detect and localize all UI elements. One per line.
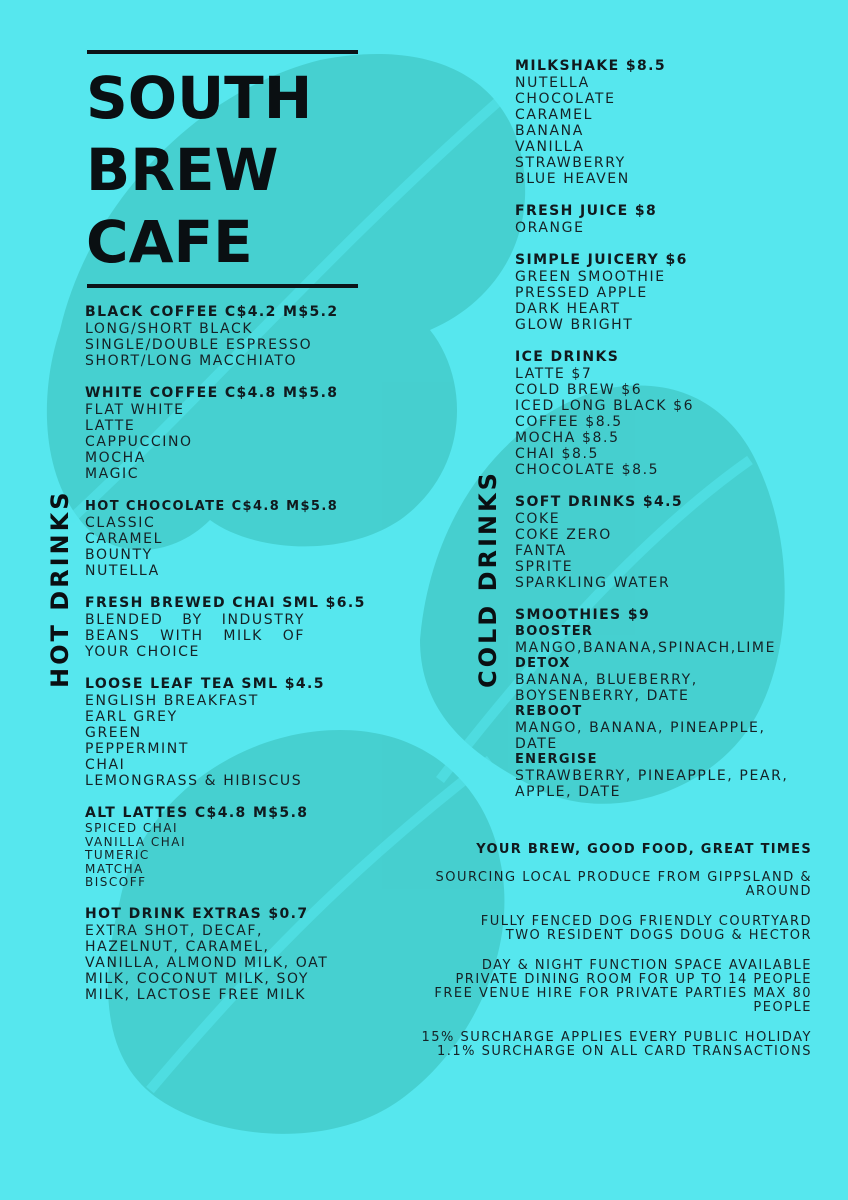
menu-item: MOCHA xyxy=(85,450,146,466)
info-line: 15% SURCHARGE APPLIES EVERY PUBLIC HOLIDAY xyxy=(421,1030,812,1045)
section-heading: LOOSE LEAF TEA SML $4.5 xyxy=(85,676,325,692)
menu-item: SPRITE xyxy=(515,559,574,575)
menu-item: CHAI $8.5 xyxy=(515,446,600,462)
menu-item: NUTELLA xyxy=(515,75,590,91)
section-heading: FRESH JUICE $8 xyxy=(515,203,658,219)
menu-item: STRAWBERRY xyxy=(515,155,626,171)
menu-item: CARAMEL xyxy=(85,531,164,547)
menu-item: CLASSIC xyxy=(85,515,156,531)
smoothie-name: BOOSTER xyxy=(515,624,594,639)
menu-item: GREEN SMOOTHIE xyxy=(515,269,666,285)
menu-item: DARK HEART xyxy=(515,301,621,317)
menu-item: BISCOFF xyxy=(85,875,147,889)
smoothie-ingredients: BOYSENBERRY, DATE xyxy=(515,688,690,704)
menu-item: LATTE xyxy=(85,418,136,434)
title-line: BREW xyxy=(86,136,279,204)
menu-item: LATTE $7 xyxy=(515,366,593,382)
menu-item: PRESSED APPLE xyxy=(515,285,648,301)
menu-item: MOCHA $8.5 xyxy=(515,430,620,446)
menu-item: GREEN xyxy=(85,725,142,741)
smoothie-name: DETOX xyxy=(515,656,571,671)
menu-item: SPARKLING WATER xyxy=(515,575,671,591)
menu-item: VANILLA xyxy=(515,139,585,155)
menu-section xyxy=(515,58,825,187)
menu-item: COFFEE $8.5 xyxy=(515,414,623,430)
smoothie-name: ENERGISE xyxy=(515,752,598,767)
info-paragraph xyxy=(372,915,812,943)
smoothie-ingredients: BANANA, BLUEBERRY, xyxy=(515,672,698,688)
info-paragraph xyxy=(372,959,812,1015)
menu-section xyxy=(515,349,825,478)
info-line: PEOPLE xyxy=(753,1000,812,1015)
menu-item: LEMONGRASS & HIBISCUS xyxy=(85,773,303,789)
tagline: YOUR BREW, GOOD FOOD, GREAT TIMES xyxy=(476,842,812,857)
smoothie-ingredients: APPLE, DATE xyxy=(515,784,622,800)
section-heading: WHITE COFFEE C$4.8 M$5.8 xyxy=(85,385,339,401)
menu-item: LONG/SHORT BLACK xyxy=(85,321,254,337)
section-heading: MILKSHAKE $8.5 xyxy=(515,58,666,74)
cold-drinks-label: COLD DRINKS xyxy=(474,470,502,688)
menu-item: SHORT/LONG MACCHIATO xyxy=(85,353,298,369)
menu-item: PEPPERMINT xyxy=(85,741,189,757)
menu-item: MAGIC xyxy=(85,466,140,482)
section-heading: BLACK COFFEE C$4.2 M$5.2 xyxy=(85,304,339,320)
title-bottom-rule xyxy=(87,284,358,288)
info-paragraph xyxy=(372,1031,812,1059)
menu-item: FLAT WHITE xyxy=(85,402,185,418)
info-line: 1.1% SURCHARGE ON ALL CARD TRANSACTIONS xyxy=(436,1044,812,1059)
info-line: SOURCING LOCAL PRODUCE FROM GIPPSLAND & xyxy=(435,870,812,885)
menu-item: FANTA xyxy=(515,543,567,559)
section-heading: HOT DRINK EXTRAS $0.7 xyxy=(85,905,309,922)
menu-item: CHOCOLATE $8.5 xyxy=(515,462,660,478)
menu-section xyxy=(85,595,385,660)
menu-item: BANANA xyxy=(515,123,584,139)
menu-item: GLOW BRIGHT xyxy=(515,317,634,333)
menu-item: MILK, LACTOSE FREE MILK xyxy=(85,986,306,1003)
section-heading: SOFT DRINKS $4.5 xyxy=(515,494,684,510)
menu-item: COKE ZERO xyxy=(515,527,612,543)
section-heading: HOT CHOCOLATE C$4.8 M$5.8 xyxy=(85,499,339,514)
menu-item: SINGLE/DOUBLE ESPRESSO xyxy=(85,337,313,353)
menu-section xyxy=(85,498,385,579)
section-heading: SIMPLE JUICERY $6 xyxy=(515,252,688,268)
menu-item: CARAMEL xyxy=(515,107,594,123)
info-line: PRIVATE DINING ROOM FOR UP TO 14 PEOPLE xyxy=(455,972,812,987)
menu-item: HAZELNUT, CARAMEL, xyxy=(85,938,270,955)
info-line: AROUND xyxy=(745,884,812,899)
menu-item: MATCHA xyxy=(85,861,144,876)
smoothie-ingredients: STRAWBERRY, PINEAPPLE, PEAR, xyxy=(515,768,789,784)
menu-item: VANILLA, ALMOND MILK, OAT xyxy=(85,954,329,971)
cold-drinks-column xyxy=(515,58,825,816)
menu-section xyxy=(85,304,385,369)
hot-drinks-label: HOT DRINKS xyxy=(46,489,74,688)
menu-item: BLUE HEAVEN xyxy=(515,171,630,187)
info-line: FREE VENUE HIRE FOR PRIVATE PARTIES MAX 80 xyxy=(434,986,812,1001)
menu-section xyxy=(85,805,385,890)
cafe-title xyxy=(86,62,312,278)
smoothies-section xyxy=(515,607,825,800)
menu-description: BLENDED BY INDUSTRY BEANS WITH MILK OF YOUR CHOICE xyxy=(85,612,305,660)
hot-drinks-column xyxy=(85,304,385,1019)
title-line: CAFE xyxy=(86,208,253,276)
menu-item: CAPPUCCINO xyxy=(85,434,193,450)
menu-section xyxy=(85,676,385,789)
menu-item: BOUNTY xyxy=(85,547,153,563)
section-heading: SMOOTHIES $9 xyxy=(515,607,651,623)
menu-section xyxy=(515,203,825,236)
info-line: DAY & NIGHT FUNCTION SPACE AVAILABLE xyxy=(481,958,812,973)
menu-item: NUTELLA xyxy=(85,563,160,579)
section-heading: FRESH BREWED CHAI SML $6.5 xyxy=(85,595,366,611)
section-heading: ALT LATTES C$4.8 M$5.8 xyxy=(85,805,309,821)
title-line: SOUTH xyxy=(86,64,313,132)
cafe-info xyxy=(372,842,812,1075)
info-line: FULLY FENCED DOG FRIENDLY COURTYARD xyxy=(480,914,812,929)
menu-item: CHOCOLATE xyxy=(515,91,616,107)
info-line: TWO RESIDENT DOGS DOUG & HECTOR xyxy=(505,928,812,943)
menu-item: CHAI xyxy=(85,757,126,773)
section-heading: ICE DRINKS xyxy=(515,349,620,365)
menu-item: TUMERIC xyxy=(85,848,150,862)
menu-item: MILK, COCONUT MILK, SOY xyxy=(85,970,309,987)
smoothie-name: REBOOT xyxy=(515,704,583,719)
smoothie-ingredients: MANGO, BANANA, PINEAPPLE, xyxy=(515,720,766,736)
smoothie-ingredients: MANGO,BANANA,SPINACH,LIME xyxy=(515,640,777,656)
menu-item: COLD BREW $6 xyxy=(515,382,643,398)
menu-item: COKE xyxy=(515,511,561,527)
menu-item: ICED LONG BLACK $6 xyxy=(515,398,695,414)
menu-item: SPICED CHAI xyxy=(85,821,179,835)
menu-section xyxy=(85,385,385,482)
menu-item: ORANGE xyxy=(515,220,585,236)
menu-item: VANILLA CHAI xyxy=(85,834,186,849)
smoothie-ingredients: DATE xyxy=(515,736,558,752)
menu-item: ENGLISH BREAKFAST xyxy=(85,693,259,709)
info-paragraph xyxy=(372,871,812,899)
menu-item: EARL GREY xyxy=(85,709,178,725)
menu-section xyxy=(515,252,825,333)
menu-section xyxy=(85,906,385,1003)
menu-item: EXTRA SHOT, DECAF, xyxy=(85,922,264,939)
menu-section xyxy=(515,494,825,591)
title-top-rule xyxy=(87,50,358,54)
